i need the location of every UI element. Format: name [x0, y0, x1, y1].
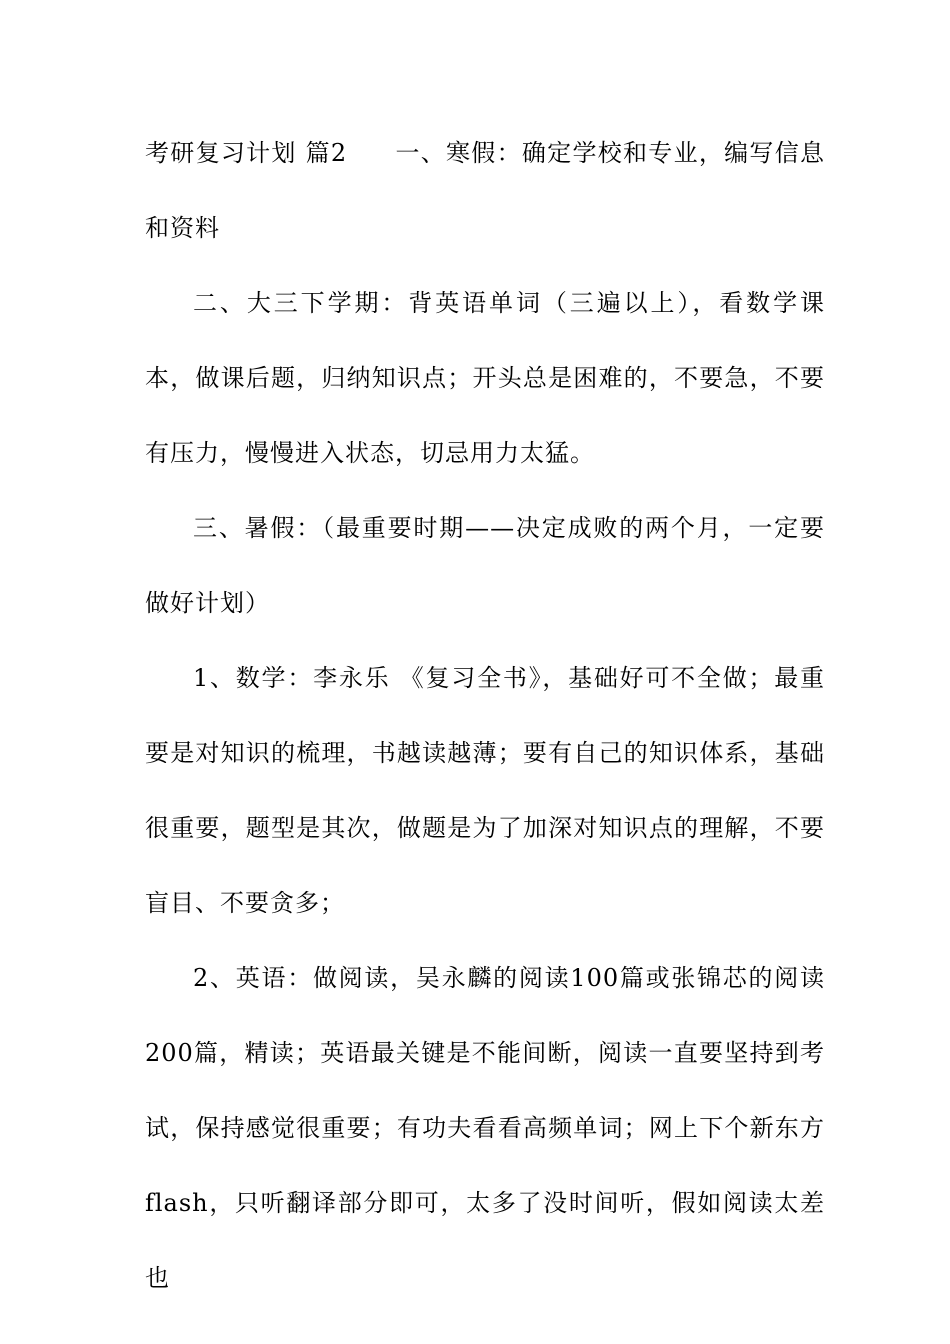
document-title: 考研复习计划 篇2: [145, 139, 348, 167]
paragraph-1-text: 一、寒假：确定学校和专业，编写信息和资料: [145, 139, 825, 242]
paragraph-4: 1、数学：李永乐 《复习全书》，基础好可不全做；最重要是对知识的梳理，书越读越薄；要有自己的知识体系，基础很重要，题型是其次，做题是为了加深对知识点的理解，不要盲目、不要贪多；: [145, 664, 825, 917]
paragraph-3: 三、暑假：（最重要时期——决定成败的两个月，一定要做好计划）: [145, 514, 825, 617]
paragraph-1: [145, 116, 825, 266]
paragraph-2: 二、大三下学期：背英语单词（三遍以上），看数学课本，做课后题，归纳知识点；开头总是困难的，不要急，不要有压力，慢慢进入状态，切忌用力太猛。: [145, 289, 825, 467]
document-body: [145, 116, 825, 1316]
paragraph-5: 2、英语：做阅读，吴永麟的阅读100篇或张锦芯的阅读200篇，精读；英语最关键是不能间断，阅读一直要坚持到考试，保持感觉很重要；有功夫看看高频单词；网上下个新东方flash，只听翻译部分即可，太多了没时间听，假如阅读太差也: [145, 964, 825, 1292]
